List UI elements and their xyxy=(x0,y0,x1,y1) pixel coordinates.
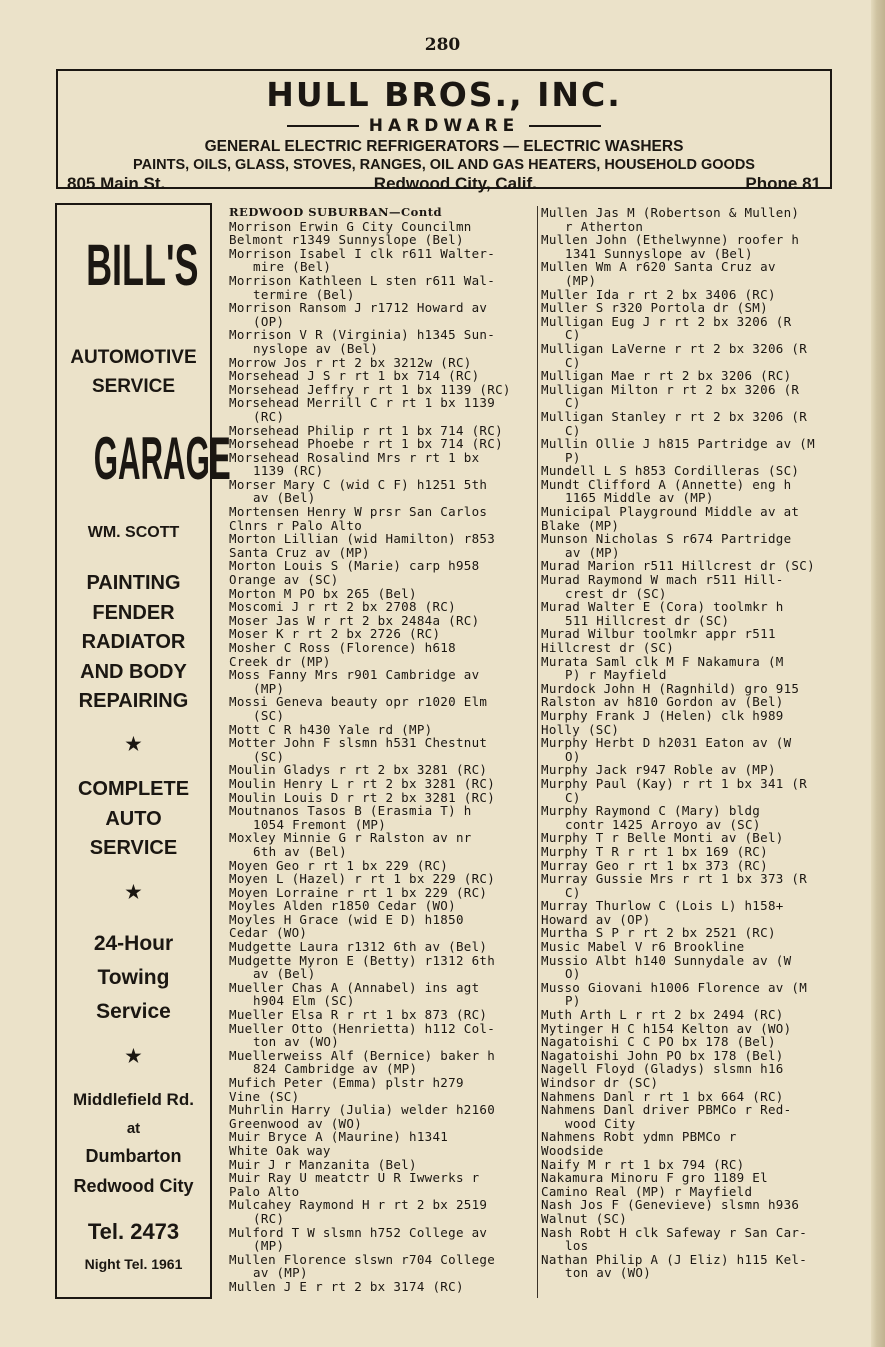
ad-service-1: SERVICE xyxy=(91,376,176,397)
ad-service-2: SERVICE xyxy=(89,837,178,859)
directory-entry: Mueller Elsa R r rt 1 bx 873 (RC) xyxy=(229,1007,488,1023)
directory-entry: Murad Raymond W mach r511 Hill- xyxy=(541,572,784,588)
directory-entry-continuation: O) xyxy=(565,966,581,982)
directory-entry: Mulligan Eug J r rt 2 bx 3206 (R xyxy=(541,313,792,329)
directory-entry-continuation: (SC) xyxy=(253,748,285,764)
directory-entry: Morsehead Merrill C r rt 1 bx 1139 xyxy=(229,395,496,411)
ad-tel: Tel. 2473 xyxy=(87,1219,180,1244)
directory-entry: Morsehead Jeffry r rt 1 bx 1139 (RC) xyxy=(229,381,511,397)
directory-entry-continuation: wood City xyxy=(565,1115,636,1131)
directory-entry: Murphy T R r rt 1 bx 169 (RC) xyxy=(541,843,768,859)
directory-entry: Muller Ida r rt 2 bx 3406 (RC) xyxy=(541,286,776,302)
directory-entry: Orange av (SC) xyxy=(229,572,339,588)
ad-address: 805 Main St. xyxy=(67,174,166,193)
directory-entry: REDWOOD SUBURBAN—Contd xyxy=(229,205,443,219)
directory-entry-continuation: (RC) xyxy=(253,408,285,424)
directory-entry: Mulligan LaVerne r rt 2 bx 3206 (R xyxy=(541,340,808,356)
directory-entry-continuation: C) xyxy=(565,395,581,411)
directory-entry: Hillcrest dr (SC) xyxy=(541,640,675,655)
directory-entry: Nathan Philip A (J Eliz) h115 Kel- xyxy=(541,1251,808,1267)
directory-entry: Nash Robt H clk Safeway r San Car- xyxy=(541,1224,808,1240)
directory-entry: Santa Cruz av (MP) xyxy=(229,544,370,560)
directory-entry: Mudgette Laura r1312 6th av (Bel) xyxy=(229,939,488,955)
directory-entry-continuation: P) r Mayfield xyxy=(565,667,667,683)
directory-entry: Muir Ray U meatctr U R Iwwerks r xyxy=(229,1170,480,1186)
ad-middlefield: Middlefield Rd. xyxy=(73,1090,194,1109)
directory-entry: Morton M PO bx 265 (Bel) xyxy=(229,585,417,601)
directory-entry: Moyen Geo r rt 1 bx 229 (RC) xyxy=(229,857,449,873)
ad-category-row xyxy=(58,115,830,137)
star-icon: ★ xyxy=(125,734,142,754)
directory-entry: Moutnanos Tasos B (Erasmia T) h xyxy=(229,803,472,819)
ad-phone: Phone 81 xyxy=(745,174,821,193)
directory-entry: Belmont r1349 Sunnyslope (Bel) xyxy=(229,232,464,248)
directory-entry: Nagatoishi C C PO bx 178 (Bel) xyxy=(541,1034,776,1050)
directory-entry: Muir Bryce A (Maurine) h1341 xyxy=(229,1129,449,1145)
directory-entry: Moser Jas W r rt 2 bx 2484a (RC) xyxy=(229,612,480,628)
directory-entry: Mulcahey Raymond H r rt 2 bx 2519 xyxy=(229,1197,488,1213)
directory-entry: Moulin Louis D r rt 2 bx 3281 (RC) xyxy=(229,789,496,805)
star-icon: ★ xyxy=(125,882,142,902)
directory-entry: Camino Real (MP) r Mayfield xyxy=(541,1183,753,1199)
directory-entry-continuation: contr 1425 Arroyo av (SC) xyxy=(565,816,761,832)
directory-entry: Municipal Playground Middle av at xyxy=(541,504,800,520)
directory-entry: Holly (SC) xyxy=(541,721,620,737)
ad-category: HARDWARE xyxy=(368,116,520,136)
directory-entry: Greenwood av (WO) xyxy=(229,1115,363,1131)
directory-entry-continuation: C) xyxy=(565,884,581,900)
directory-entry-continuation: (OP) xyxy=(253,313,285,329)
directory-entry: Murphy Jack r947 Roble av (MP) xyxy=(541,762,776,778)
directory-entry: Nakamura Minoru F gro 1189 El xyxy=(541,1170,768,1186)
directory-entry: Morton Louis S (Marie) carp h958 xyxy=(229,558,480,574)
directory-entry: Mundell L S h853 Cordilleras (SC) xyxy=(541,463,800,479)
directory-entry: Windsor dr (SC) xyxy=(541,1075,659,1090)
directory-entry: Muellerweiss Alf (Bernice) baker h xyxy=(229,1047,496,1063)
directory-entry: Mulligan Mae r rt 2 bx 3206 (RC) xyxy=(541,368,792,384)
directory-entry: Moyles Alden r1850 Cedar (WO) xyxy=(229,898,456,914)
directory-entry: Mulligan Milton r rt 2 bx 3206 (R xyxy=(541,381,800,397)
directory-entry: Muir J r Manzanita (Bel) xyxy=(229,1156,417,1172)
directory-entry-continuation: 1341 Sunnyslope av (Bel) xyxy=(565,245,753,261)
directory-entry: Murad Walter E (Cora) toolmkr h xyxy=(541,599,784,615)
directory-entry: Moss Fanny Mrs r901 Cambridge av xyxy=(229,667,480,683)
directory-entry: Moscomi J r rt 2 bx 2708 (RC) xyxy=(229,599,456,615)
directory-entry: Murad Wilbur toolmkr appr r511 xyxy=(541,626,776,642)
directory-entry: Murphy T r Belle Monti av (Bel) xyxy=(541,830,784,846)
ad-company-name: HULL BROS., INC. xyxy=(266,75,622,114)
directory-entry: Palo Alto xyxy=(229,1183,300,1199)
star-icon: ★ xyxy=(125,1046,142,1066)
ad-and-body: AND BODY xyxy=(80,661,187,683)
ad-bills: BILL'S xyxy=(86,233,199,298)
directory-entry-continuation: (MP) xyxy=(565,272,597,288)
directory-entry-continuation: 1054 Fremont (MP) xyxy=(253,816,387,832)
directory-entry: Mosher C Ross (Florence) h618 xyxy=(229,640,456,655)
directory-entry: Moser K r rt 2 bx 2726 (RC) xyxy=(229,626,441,642)
directory-entry: Mullen Wm A r620 Santa Cruz av xyxy=(541,259,776,275)
directory-entry-continuation: 511 Hillcrest dr (SC) xyxy=(565,612,730,628)
directory-entry-continuation: av (MP) xyxy=(253,1265,308,1281)
ad-automotive: AUTOMOTIVE xyxy=(70,347,197,368)
column-divider xyxy=(537,206,538,1298)
directory-entry: Nagell Floyd (Gladys) slsmn h16 xyxy=(541,1061,784,1077)
directory-entry-continuation: 1165 Middle av (MP) xyxy=(565,490,714,506)
directory-entry: Mundt Clifford A (Annette) eng h xyxy=(541,476,792,492)
directory-entry: Mullen J E r rt 2 bx 3174 (RC) xyxy=(229,1278,464,1294)
directory-entry: Murray Thurlow C (Lois L) h158+ xyxy=(541,898,784,914)
page-binding-edge xyxy=(871,0,885,1347)
ad-redwood-city: Redwood City xyxy=(73,1176,194,1196)
directory-entry: Morrison Ransom J r1712 Howard av xyxy=(229,300,488,316)
directory-entry: Morrison V R (Virginia) h1345 Sun- xyxy=(229,327,496,343)
bills-garage-advertisement xyxy=(55,203,231,1299)
directory-entry-continuation: av (MP) xyxy=(565,544,620,560)
directory-entry: Nagatoishi John PO bx 178 (Bel) xyxy=(541,1047,784,1063)
directory-entry-continuation: C) xyxy=(565,354,581,370)
ad-products-line2: PAINTS, OILS, GLASS, STOVES, RANGES, OIL AND GAS HEATERS, HOUSEHOLD GOODS xyxy=(133,157,755,173)
directory-entry-continuation: 824 Cambridge av (MP) xyxy=(253,1061,418,1077)
directory-column-right xyxy=(541,206,859,1280)
directory-entry: Woodside xyxy=(541,1142,604,1158)
page-number: 280 xyxy=(424,35,461,55)
directory-entry: Morrison Kathleen L sten r611 Wal- xyxy=(229,272,496,288)
ad-products-line1: GENERAL ELECTRIC REFRIGERATORS — ELECTRIC WASHERS xyxy=(204,138,684,155)
directory-entry: Vine (SC) xyxy=(229,1088,300,1104)
directory-entry-continuation: ton av (WO) xyxy=(253,1034,340,1050)
rule-right xyxy=(529,125,601,127)
directory-entry-continuation: O) xyxy=(565,748,581,764)
ad-24-hour: 24-Hour xyxy=(93,932,174,955)
directory-entry: Muth Arth L r rt 2 bx 2494 (RC) xyxy=(541,1007,784,1023)
ad-owner: WM. SCOTT xyxy=(87,524,180,541)
directory-entry: Naify M r rt 1 bx 794 (RC) xyxy=(541,1156,745,1172)
directory-entry: Mussio Albt h140 Sunnydale av (W xyxy=(541,952,792,968)
directory-entry-continuation: (MP) xyxy=(253,680,285,696)
directory-entry-continuation: (SC) xyxy=(253,707,285,723)
directory-entry-continuation: av (Bel) xyxy=(253,490,316,506)
directory-entry: Mueller Chas A (Annabel) ins agt xyxy=(229,979,480,995)
directory-entry-continuation: (RC) xyxy=(253,1210,285,1226)
directory-entry: Murphy Frank J (Helen) clk h989 xyxy=(541,707,784,723)
directory-entry: Muller S r320 Portola dr (SM) xyxy=(541,300,768,316)
directory-entry: Nash Jos F (Genevieve) slsmn h936 xyxy=(541,1197,800,1213)
ad-city: Redwood City, Calif. xyxy=(373,174,537,193)
directory-entry: Walnut (SC) xyxy=(541,1210,628,1226)
directory-entry: Morrow Jos r rt 2 bx 3212w (RC) xyxy=(229,354,472,370)
directory-entry: Mulligan Stanley r rt 2 bx 3206 (R xyxy=(541,408,808,424)
directory-column-left xyxy=(229,206,535,1294)
directory-entry-continuation: (MP) xyxy=(253,1238,285,1254)
directory-entry: Murphy Herbt D h2031 Eaton av (W xyxy=(541,735,792,751)
directory-entry-continuation: los xyxy=(565,1238,589,1254)
directory-entry: Morsehead Rosalind Mrs r rt 1 bx xyxy=(229,449,480,465)
directory-entry: Mulford T W slsmn h752 College av xyxy=(229,1224,488,1240)
directory-entry: Mullen Florence slswn r704 College xyxy=(229,1251,496,1267)
directory-entry: Creek dr (MP) xyxy=(229,653,331,669)
directory-entry-continuation: 1139 (RC) xyxy=(253,463,324,479)
directory-entry: Nahmens Danl r rt 1 bx 664 (RC) xyxy=(541,1088,784,1104)
directory-entry: Mytinger H C h154 Kelton av (WO) xyxy=(541,1020,792,1036)
directory-entry: Morsehead Phoebe r rt 1 bx 714 (RC) xyxy=(229,436,503,452)
directory-entry: Murad Marion r511 Hillcrest dr (SC) xyxy=(541,558,815,574)
directory-entry: Ralston av h810 Gordon av (Bel) xyxy=(541,694,784,710)
directory-entry: Moyles H Grace (wid E D) h1850 xyxy=(229,911,464,927)
directory-entry-continuation: ton av (WO) xyxy=(565,1265,652,1281)
directory-entry-continuation: P) xyxy=(565,449,581,465)
ad-towing: Towing xyxy=(97,966,170,989)
directory-entry: Moyen Lorraine r rt 1 bx 229 (RC) xyxy=(229,884,488,900)
directory-entry: Murata Saml clk M F Nakamura (M xyxy=(541,653,784,669)
directory-entry: Mossi Geneva beauty opr r1020 Elm xyxy=(229,694,488,710)
directory-entry: Morser Mary C (wid C F) h1251 5th xyxy=(229,476,488,492)
directory-entry: Nahmens Robt ydmn PBMCo r xyxy=(541,1129,737,1145)
directory-entry: Munson Nicholas S r674 Partridge xyxy=(541,531,792,547)
directory-entry: Murdock John H (Ragnhild) gro 915 xyxy=(541,680,800,696)
directory-entry-continuation: av (Bel) xyxy=(253,966,316,982)
directory-entry: Moyen L (Hazel) r rt 1 bx 229 (RC) xyxy=(229,871,496,887)
directory-entry: Mullin Ollie J h815 Partridge av (M xyxy=(541,436,815,452)
directory-entry: Mullen Jas M (Robertson & Mullen) xyxy=(541,205,800,220)
directory-entry: Mudgette Myron E (Betty) r1312 6th xyxy=(229,952,496,968)
directory-entry-continuation: C) xyxy=(565,327,581,343)
directory-entry: Cedar (WO) xyxy=(229,925,308,941)
ad-service-3: Service xyxy=(96,1000,171,1023)
rule-left xyxy=(287,125,359,127)
directory-entry: Mufich Peter (Emma) plstr h279 xyxy=(229,1075,464,1090)
directory-entry-continuation: h904 Elm (SC) xyxy=(253,993,355,1009)
directory-entry-continuation: C) xyxy=(565,422,581,438)
ad-radiator: RADIATOR xyxy=(81,631,186,653)
directory-entry: Morsehead J S r rt 1 bx 714 (RC) xyxy=(229,368,480,384)
directory-entry: Mortensen Henry W prsr San Carlos xyxy=(229,504,488,520)
ad-fender: FENDER xyxy=(92,602,175,624)
directory-entry: Howard av (OP) xyxy=(541,911,651,927)
directory-entry-continuation: crest dr (SC) xyxy=(565,585,667,601)
directory-entry-continuation: termire (Bel) xyxy=(253,286,355,302)
directory-entry: Mott C R h430 Yale rd (MP) xyxy=(229,721,433,737)
directory-entry: Music Mabel V r6 Brookline xyxy=(541,939,745,955)
directory-entry: Musso Giovani h1006 Florence av (M xyxy=(541,979,808,995)
directory-entry: Murphy Raymond C (Mary) bldg xyxy=(541,803,761,819)
directory-entry: Murphy Paul (Kay) r rt 1 bx 341 (R xyxy=(541,775,808,791)
directory-entry: Motter John F slsmn h531 Chestnut xyxy=(229,735,488,751)
directory-entry: Murray Gussie Mrs r rt 1 bx 373 (R xyxy=(541,871,808,887)
directory-entry-continuation: P) xyxy=(565,993,581,1009)
directory-entry: Murtha S P r rt 2 bx 2521 (RC) xyxy=(541,925,776,941)
directory-entry: Moulin Gladys r rt 2 bx 3281 (RC) xyxy=(229,762,488,778)
directory-entry-continuation: C) xyxy=(565,789,581,805)
directory-entry: Clnrs r Palo Alto xyxy=(229,517,363,533)
directory-entry: Blake (MP) xyxy=(541,517,620,533)
ad-repairing: REPAIRING xyxy=(78,690,189,712)
directory-entry: Moxley Minnie G r Ralston av nr xyxy=(229,830,472,846)
directory-entry: Morrison Isabel I clk r611 Walter- xyxy=(229,245,496,261)
directory-entry: Mueller Otto (Henrietta) h112 Col- xyxy=(229,1020,496,1036)
directory-entry: Murray Geo r rt 1 bx 373 (RC) xyxy=(541,857,768,873)
directory-entry: Moulin Henry L r rt 2 bx 3281 (RC) xyxy=(229,775,496,791)
directory-entry: Morton Lillian (wid Hamilton) r853 xyxy=(229,531,496,547)
directory-entry-continuation: 6th av (Bel) xyxy=(253,843,347,859)
ad-dumbarton: Dumbarton xyxy=(85,1146,182,1166)
ad-complete: COMPLETE xyxy=(77,778,190,800)
ad-contact-row xyxy=(58,174,830,194)
directory-entry-continuation: nyslope av (Bel) xyxy=(253,340,379,356)
ad-garage: GARAGE xyxy=(93,425,231,492)
hull-bros-advertisement xyxy=(56,69,832,193)
directory-entry: Morsehead Philip r rt 1 bx 714 (RC) xyxy=(229,422,503,438)
directory-entry: White Oak way xyxy=(229,1142,331,1158)
ad-auto: AUTO xyxy=(105,808,162,830)
directory-entry: Mullen John (Ethelwynne) roofer h xyxy=(541,232,800,248)
ad-at: at xyxy=(126,1120,141,1137)
directory-entry: Muhrlin Harry (Julia) welder h2160 xyxy=(229,1102,496,1118)
directory-entry-continuation: mire (Bel) xyxy=(253,259,332,275)
ad-night-tel: Night Tel. 1961 xyxy=(84,1256,183,1272)
directory-entry-continuation: r Atherton xyxy=(565,218,644,234)
ad-painting: PAINTING xyxy=(86,572,181,594)
directory-entry: Nahmens Danl driver PBMCo r Red- xyxy=(541,1102,792,1118)
directory-entry: Morrison Erwin G City Councilmn xyxy=(229,218,472,234)
